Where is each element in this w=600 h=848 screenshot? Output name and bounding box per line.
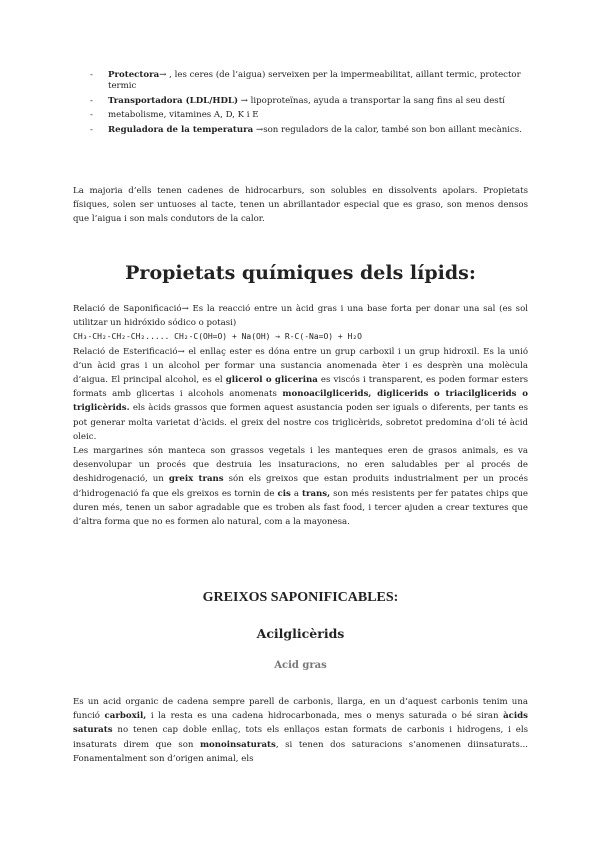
chemical-properties-section	[73, 302, 528, 529]
list-item-term: Protectora	[108, 70, 160, 80]
acid-gras-section	[73, 695, 528, 766]
section-heading: GREIXOS SAPONIFICABLES:	[202, 590, 399, 605]
saponification-formula: CH₃-CH₂-CH₂-CH₂..... CH₂-C(OH=O) + Na(OH) → R-C(-Na=O) + H₂O	[73, 332, 362, 342]
intro-paragraph: La majoria d’ells tenen cadenes de hidrocarburs, son solubles en dissolvents apolars. Propietats físiques, solen ser untuoses al tacte, tenen un abrillantador especial que es graso, son menos densos que l’aigua i son mals condutors de la calor.	[73, 186, 528, 225]
list-item-text: les ceres (de l’aigua) serveixen per la impermeabilitat, aillant termic, protector termic	[108, 70, 521, 92]
list-item: - Reguladora de la temperatura →son reguladors de la calor, també son bon aillant mecànics.	[90, 124, 522, 135]
subsection-heading: Acilglicèrids	[256, 626, 345, 641]
list-item: - Transportadora (LDL/HDL) → lipoproteïnas, ayuda a transportar la sang fins al seu destí	[90, 95, 505, 106]
margarines-paragraph: Les margarines són manteca son grassos vegetals i les manteques eren de grasos animals, es va desenvolupar un procés que destruia les insaturacions, no eren saludables per al procés de deshidrogenació, un greix trans són els greixos que estan produits industrialment per un procés d’hidrogenació fa que els greixos es tornin de cis a trans, son més resistents per fer patates chips que duren més, tenen un sabor agradable que es troben als fast food, i tercer ajuden a crear textures que d’altra forma que no es formen alo natural, com a la mayonesa.	[73, 446, 528, 528]
list-item-text: lipoproteïnas, ayuda a transportar la sang fins al seu destí	[247, 95, 505, 106]
acid-gras-paragraph: Es un acid organic de cadena sempre parell de carbonis, llarga, en un d’aquest carbonis tenim una funció carboxil, i la resta es una cadena hidrocarbonada, mes o menys saturada o bé siran àcids saturats no tenen cap doble enllaç, tots els enllaços estan formats de carbonis i hidrogens, i els insaturats direm que son monoinsaturats, si tenen dos saturacions s’anomenen diinsaturats... Fonamentalment son d’origen animal, els	[73, 697, 528, 764]
function-list	[90, 70, 530, 139]
saponification-paragraph: Relació de Saponificació→ Es la reacció entre un àcid gras i una base forta per donar una sal (es sol utilitzar un hidróxido sódico o potasi)	[73, 304, 528, 329]
subsubsection-heading: Acid gras	[274, 660, 327, 671]
list-item: - Protectora→ , les ceres (de l’aigua) serveixen per la impermeabilitat, aillant termic, protector termic	[90, 70, 521, 92]
page-title: Propietats químiques dels lípids:	[125, 262, 476, 284]
list-item-text: son reguladors de la calor, també son bon aillant mecànics.	[263, 124, 522, 135]
list-item-term: Transportadora (LDL/HDL)	[108, 95, 239, 106]
esterification-paragraph: Relació de Esterificació→ el enllaç ester es dóna entre un grup carboxil i un grup hidroxil. Es la unió d’un àcid gras i un alcohol per formar una sustancia anomenada èter i es desprèn una molècula d’aigua. El principal alcohol, es el glicerol o glicerina es viscós i transparent, es poden formar esters formats amb glicertas i alcohols anomenats monoacilglicerids, diglicerids o triacilglicerids o triglicèrids. els àcids grassos que formen aquest asustancia poden ser iguals o diferents, per tants es pot generar molta varietat d’àcids. el greix del nostre cos triglicèrids, sobretot predomina d’oli té àcid oleic.	[73, 346, 528, 442]
list-item: - metabolisme, vitamines A, D, K i E	[90, 110, 259, 121]
list-item-text: metabolisme, vitamines A, D, K i E	[108, 110, 259, 121]
list-item-term: Reguladora de la temperatura	[108, 124, 254, 135]
